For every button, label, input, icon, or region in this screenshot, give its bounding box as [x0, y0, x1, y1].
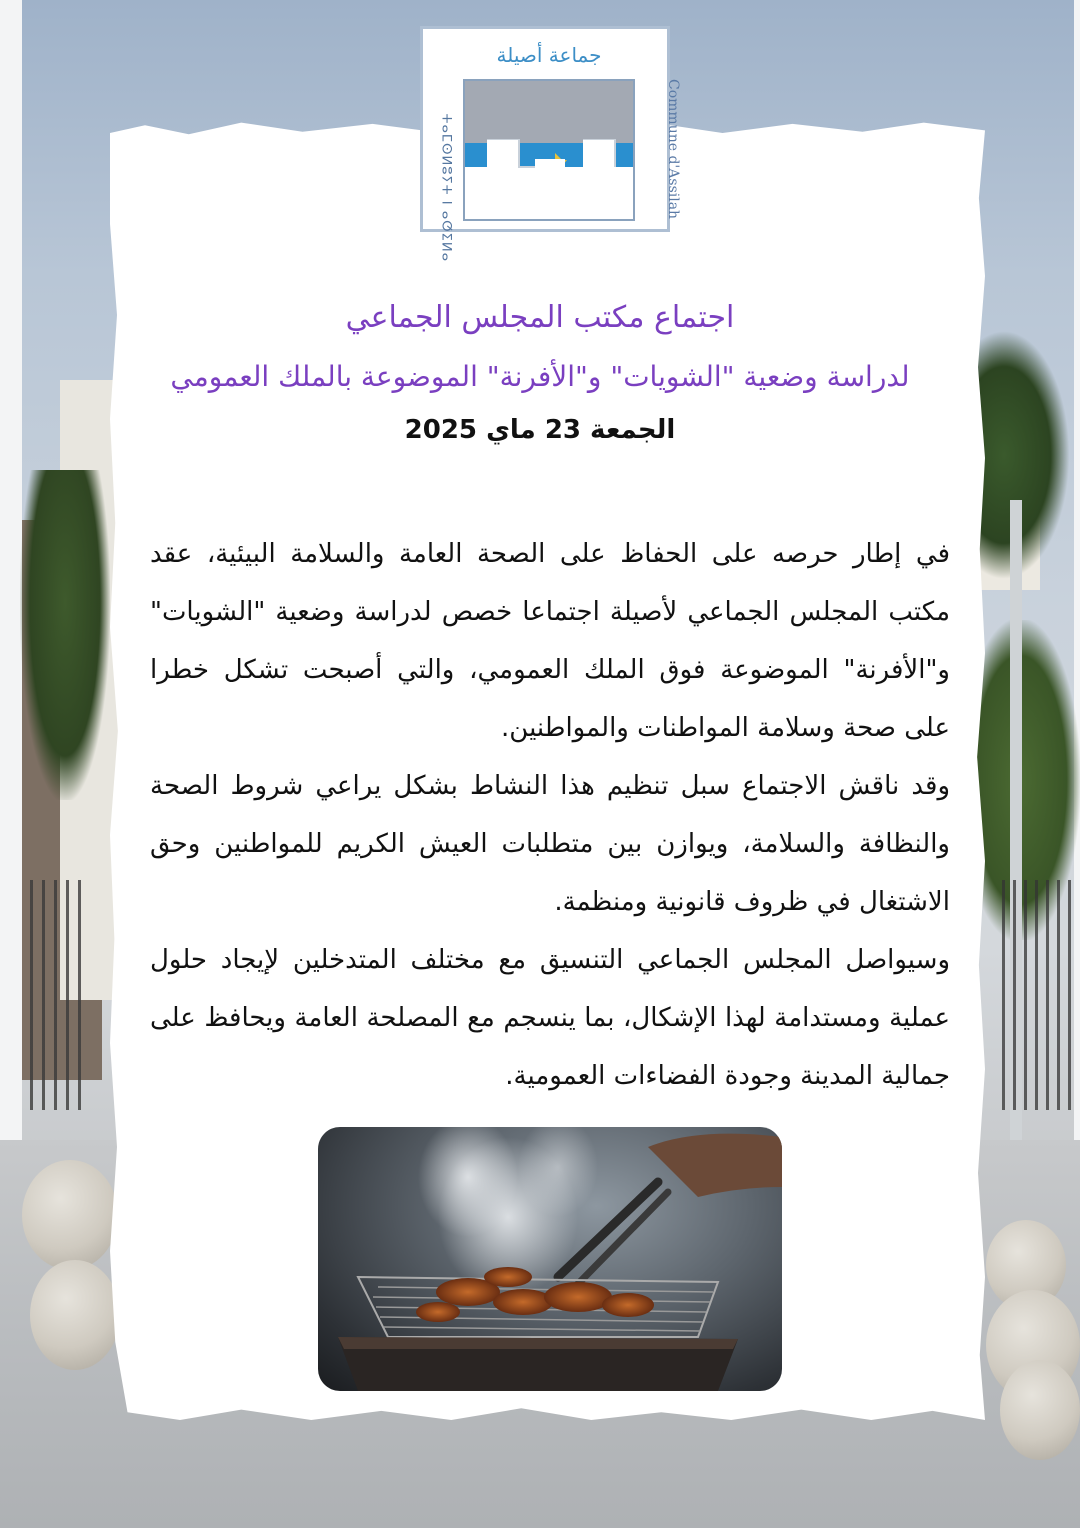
- date-line: الجمعة 23 ماي 2025: [404, 415, 676, 445]
- logo-emblem: [463, 79, 635, 221]
- logo-sky: [465, 81, 633, 143]
- logo-arabic-name: جماعة أصيلة: [496, 43, 602, 67]
- background-fence-right: [1002, 880, 1072, 1110]
- rampart-icon: [465, 139, 635, 219]
- background-stone-bollard: [1000, 1360, 1080, 1460]
- logo-french-name: Commune d'Assilah: [665, 79, 681, 220]
- logo-tifinagh-name: ⵜⴰⵎⵙⵍⵓⵢⵜ ⵏ ⴰⵚⵉⵍⴰ: [438, 113, 454, 263]
- grill-illustration: [318, 1127, 782, 1391]
- background-tree-left: [20, 470, 110, 800]
- background-stone-bollard: [22, 1160, 118, 1270]
- grill-photo: [318, 1127, 782, 1391]
- background-gate-left: [30, 880, 90, 1110]
- article-body: [150, 525, 950, 1105]
- page-title: اجتماع مكتب المجلس الجماعي: [345, 300, 735, 335]
- paragraph-intro: في إطار حرصه على الحفاظ على الصحة العامة والسلامة البيئية، عقد مكتب المجلس الجماعي لأصيلة اجتماعا خصص لدراسة وضعية "الشويات" و"الأفرنة" الموضوعة فوق الملك العمومي، والتي أصبحت تشكل خطرا على صحة وسلامة المواطنات والمواطنين.: [150, 539, 950, 743]
- commune-logo: [420, 26, 681, 263]
- page-subtitle: لدراسة وضعية "الشويات" و"الأفرنة" الموضوعة بالملك العمومي: [170, 360, 910, 393]
- paragraph-discussion: وقد ناقش الاجتماع سبل تنظيم هذا النشاط بشكل يراعي شروط الصحة والنظافة والسلامة، ويوازن بين متطلبات العيش الكريم للمواطنين وحق الاشتغال في ظروف قانونية ومنظمة.: [150, 771, 950, 917]
- paragraph-conclusion: وسيواصل المجلس الجماعي التنسيق مع مختلف المتدخلين لإيجاد حلول عملية ومستدامة لهذا الإشكال، بما ينسجم مع المصلحة العامة ويحافظ على جمالية المدينة وجودة الفضاءات العمومية.: [150, 945, 950, 1091]
- background-stone-bollard: [30, 1260, 120, 1370]
